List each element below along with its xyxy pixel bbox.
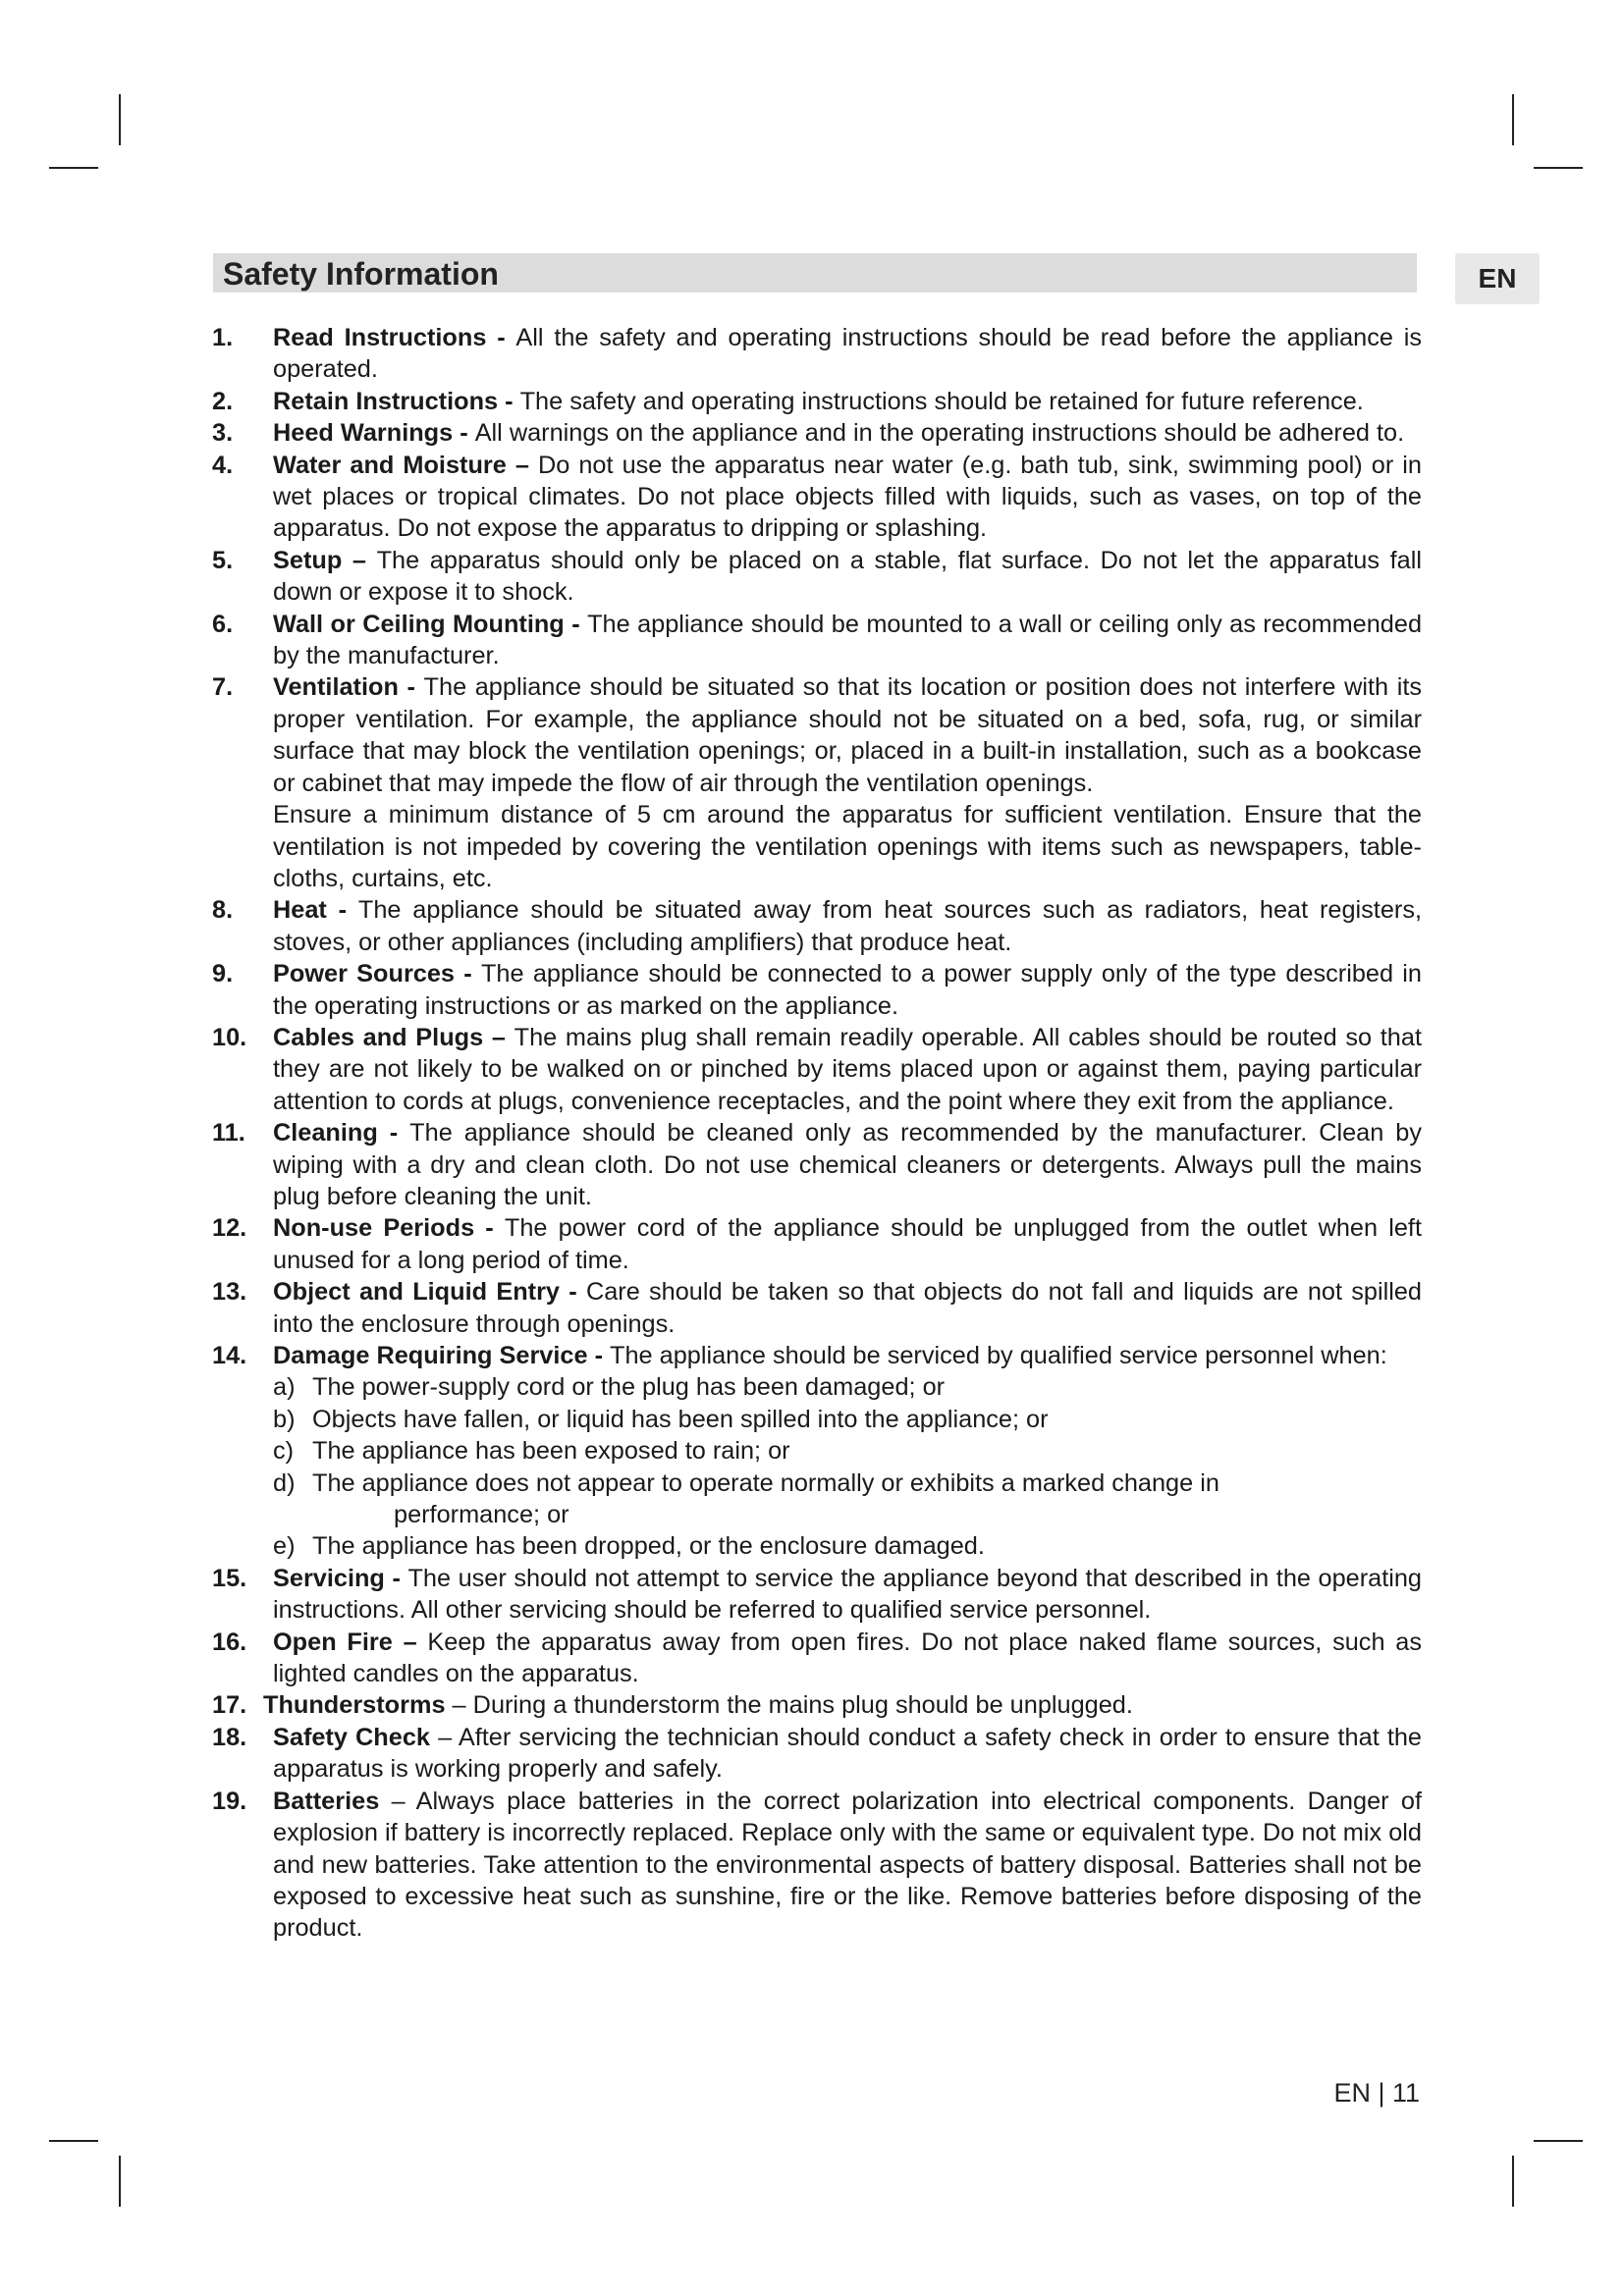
list-item: 1. Read Instructions - All the safety and operating instructions should be read before the appliance is operated. bbox=[212, 324, 1423, 384]
crop-mark bbox=[49, 167, 98, 169]
list-item: 19. Batteries – Always place batteries in the correct polarization into electrical components. Danger of explosion if battery is incorrectly replaced. Replace only with the same or equivalent type. Do not mix old and new batteries. Take attention to the environmental aspects of battery disposal. Batteries shall not be exposed to excessive heat such as sunshine, fire or the like. Remove batteries before disposing of the product. bbox=[212, 1787, 1422, 1943]
list-item: 18. Safety Check – After servicing the technician should conduct a safety check in order to ensure that the apparatus is working properly and safely. bbox=[212, 1723, 1422, 1784]
list-item: 7. Ventilation - The appliance should be situated so that its location or position does not interfere with its proper ventilation. For example, the appliance should not be situated on a bed, sofa, rug, or similar surface that may block the ventilation openings; or, placed in a built-in installation, such as a bookcase or cabinet that may impede the flow of air through the ventilation openings. Ensure a minimum distance of 5 cm around the apparatus for sufficient ventilation. Ensure that the ventilation is not impeded by covering the ventilation openings with items such as newspapers, table-cloths, curtains, etc. bbox=[212, 673, 1422, 892]
crop-mark bbox=[49, 2140, 98, 2142]
list-item: 12. Non-use Periods - The power cord of the appliance should be unplugged from the outlet when left unused for a long period of time. bbox=[212, 1214, 1422, 1274]
crop-mark bbox=[119, 2156, 121, 2207]
crop-mark bbox=[1512, 2156, 1514, 2207]
sublist-item: c) The appliance has been exposed to rain; or bbox=[273, 1437, 790, 1466]
safety-list bbox=[212, 322, 1422, 1945]
sublist-item: a) The power-supply cord or the plug has been damaged; or bbox=[273, 1373, 946, 1402]
list-item: 4. Water and Moisture – Do not use the apparatus near water (e.g. bath tub, sink, swimming pool) or in wet places or tropical climates. Do not place objects filled with liquids, such as vases, on top of the apparatus. Do not expose the apparatus to dripping or splashing. bbox=[212, 451, 1422, 543]
list-item: 15. Servicing - The user should not attempt to service the appliance beyond that described in the operating instructions. All other servicing should be referred to qualified service personnel. bbox=[212, 1564, 1422, 1625]
crop-mark bbox=[119, 94, 121, 145]
list-item: 5. Setup – The apparatus should only be placed on a stable, flat surface. Do not let the apparatus fall down or expose it to shock. bbox=[212, 546, 1422, 607]
list-item: 3. Heed Warnings - All warnings on the appliance and in the operating instructions should be adhered to. bbox=[212, 419, 1405, 448]
crop-mark bbox=[1512, 94, 1514, 145]
list-item: 13. Object and Liquid Entry - Care should be taken so that objects do not fall and liquids are not spilled into the enclosure through openings. bbox=[212, 1278, 1422, 1338]
list-item: 9. Power Sources - The appliance should be connected to a power supply only of the type described in the operating instructions or as marked on the appliance. bbox=[212, 960, 1422, 1020]
list-item: 14. Damage Requiring Service - The appliance should be serviced by qualified service personnel when: a) The power-supply cord or the plug has been damaged; or b) Objects have fallen, or liquid has been spilled into the appliance; or c) The appliance has been exposed to rain; or d) The appliance does not appear to operate normally or exhibits a marked change in performance; or e) The appliance has been dropped, or the enclosure damaged. bbox=[212, 1340, 1422, 1563]
page-number: EN | 11 bbox=[1333, 2078, 1420, 2108]
list-item: 10. Cables and Plugs – The mains plug shall remain readily operable. All cables should be routed so that they are not likely to be walked on or pinched by items placed upon or against them, paying particular attention to cords at plugs, convenience receptacles, and the point where they exit from the appliance. bbox=[212, 1023, 1422, 1115]
language-tab: EN bbox=[1455, 253, 1540, 304]
list-item: 11. Cleaning - The appliance should be cleaned only as recommended by the manufacturer. Clean by wiping with a dry and clean cloth. Do not use chemical cleaners or detergents. Always pull the mains plug before cleaning the unit. bbox=[212, 1119, 1422, 1210]
sublist-item: b) Objects have fallen, or liquid has been spilled into the appliance; or bbox=[273, 1405, 1049, 1433]
list-item: 16. Open Fire – Keep the apparatus away from open fires. Do not place naked flame sources, such as lighted candles on the apparatus. bbox=[212, 1628, 1423, 1688]
sublist-item: e) The appliance has been dropped, or the enclosure damaged. bbox=[273, 1532, 985, 1561]
sublist-item: d) The appliance does not appear to operate normally or exhibits a marked change in performance; or bbox=[273, 1468, 1219, 1529]
sublist bbox=[273, 1371, 1422, 1562]
list-item: 17. Thunderstorms – During a thunderstorm the mains plug should be unplugged. bbox=[212, 1691, 1133, 1720]
list-item: 8. Heat - The appliance should be situated away from heat sources such as radiators, heat registers, stoves, or other appliances (including amplifiers) that produce heat. bbox=[212, 896, 1422, 956]
section-title: Safety Information bbox=[223, 256, 499, 292]
crop-mark bbox=[1534, 167, 1583, 169]
list-item: 2. Retain Instructions - The safety and operating instructions should be retained for future reference. bbox=[212, 387, 1364, 415]
crop-mark bbox=[1534, 2140, 1583, 2142]
list-item: 6. Wall or Ceiling Mounting - The appliance should be mounted to a wall or ceiling only as recommended by the manufacturer. bbox=[212, 610, 1423, 670]
section-header bbox=[213, 253, 1417, 293]
